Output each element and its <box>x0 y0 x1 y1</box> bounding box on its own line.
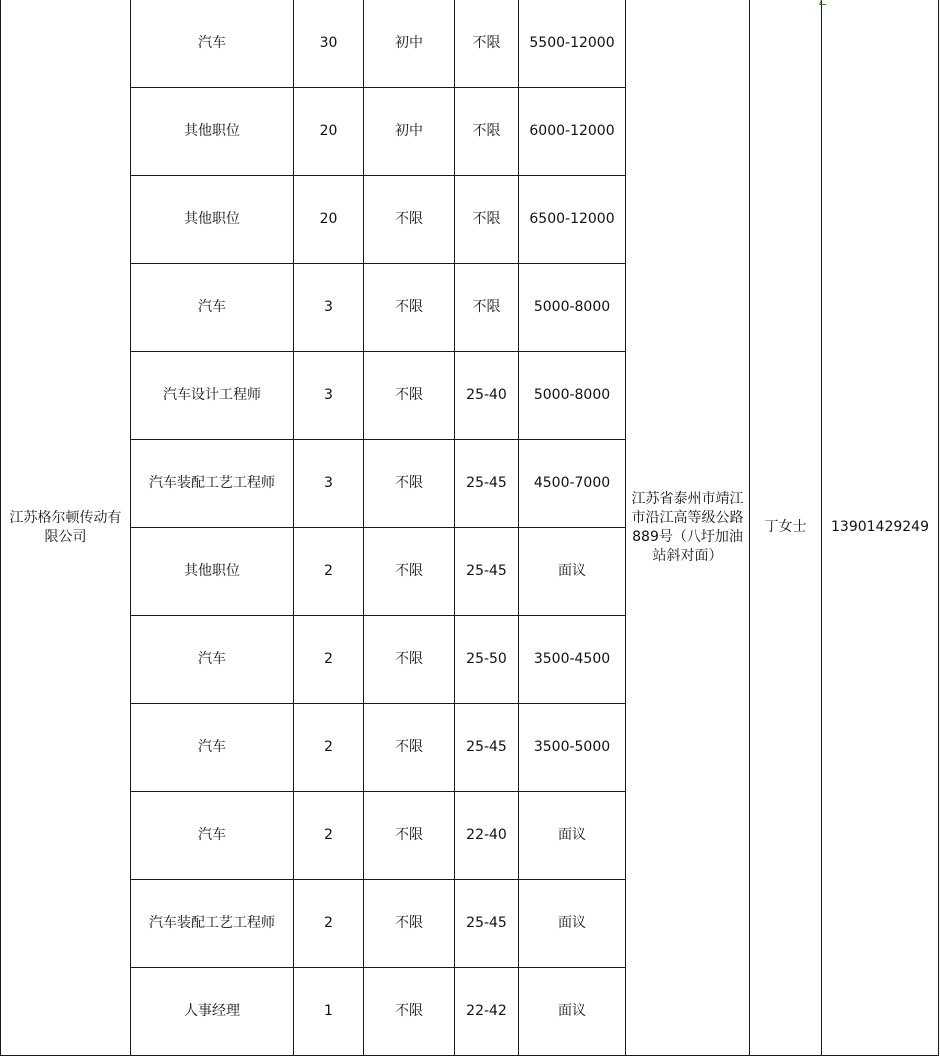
position-cell: 其他职位 <box>131 88 294 176</box>
age-range-cell: 25-45 <box>455 528 519 616</box>
salary-cell: 5000-8000 <box>519 352 626 440</box>
education-cell: 不限 <box>364 792 455 880</box>
salary-cell: 6000-12000 <box>519 88 626 176</box>
position-cell: 汽车 <box>131 792 294 880</box>
salary-cell: 面议 <box>519 528 626 616</box>
headcount-cell: 30 <box>294 0 364 88</box>
education-cell: 不限 <box>364 704 455 792</box>
position-cell: 汽车 <box>131 704 294 792</box>
position-cell: 汽车 <box>131 0 294 88</box>
salary-cell: 面议 <box>519 792 626 880</box>
headcount-cell: 3 <box>294 440 364 528</box>
position-cell: 人事经理 <box>131 968 294 1056</box>
age-range-cell: 不限 <box>455 0 519 88</box>
address-cell: 江苏省泰州市靖江市沿江高等级公路889号（八圩加油站斜对面） <box>626 0 750 1056</box>
salary-cell: 5500-12000 <box>519 0 626 88</box>
position-cell: 其他职位 <box>131 528 294 616</box>
education-cell: 不限 <box>364 440 455 528</box>
headcount-cell: 3 <box>294 352 364 440</box>
headcount-cell: 3 <box>294 264 364 352</box>
age-range-cell: 22-40 <box>455 792 519 880</box>
age-range-cell: 25-50 <box>455 616 519 704</box>
table-row <box>1 0 939 88</box>
education-cell: 初中 <box>364 88 455 176</box>
job-table-body <box>1 0 939 1056</box>
age-range-cell: 25-45 <box>455 704 519 792</box>
contact-person-cell: 丁女士 <box>750 0 822 1056</box>
education-cell: 不限 <box>364 880 455 968</box>
position-cell: 汽车设计工程师 <box>131 352 294 440</box>
education-cell: 不限 <box>364 176 455 264</box>
salary-cell: 3500-4500 <box>519 616 626 704</box>
headcount-cell: 2 <box>294 616 364 704</box>
headcount-cell: 2 <box>294 792 364 880</box>
age-range-cell: 不限 <box>455 264 519 352</box>
salary-cell: 面议 <box>519 880 626 968</box>
headcount-cell: 2 <box>294 528 364 616</box>
age-range-cell: 25-45 <box>455 440 519 528</box>
age-range-cell: 25-40 <box>455 352 519 440</box>
salary-cell: 面议 <box>519 968 626 1056</box>
headcount-cell: 20 <box>294 88 364 176</box>
education-cell: 不限 <box>364 616 455 704</box>
salary-cell: 5000-8000 <box>519 264 626 352</box>
salary-cell: 4500-7000 <box>519 440 626 528</box>
company-name-cell: 江苏格尔顿传动有限公司 <box>1 0 131 1056</box>
phone-number-cell: 13901429249 <box>822 0 939 1056</box>
education-cell: 初中 <box>364 0 455 88</box>
education-cell: 不限 <box>364 352 455 440</box>
headcount-cell: 1 <box>294 968 364 1056</box>
position-cell: 汽车 <box>131 616 294 704</box>
position-cell: 汽车 <box>131 264 294 352</box>
age-range-cell: 不限 <box>455 176 519 264</box>
age-range-cell: 不限 <box>455 88 519 176</box>
position-cell: 汽车装配工艺工程师 <box>131 880 294 968</box>
position-cell: 汽车装配工艺工程师 <box>131 440 294 528</box>
headcount-cell: 2 <box>294 704 364 792</box>
headcount-cell: 2 <box>294 880 364 968</box>
headcount-cell: 20 <box>294 176 364 264</box>
education-cell: 不限 <box>364 264 455 352</box>
position-cell: 其他职位 <box>131 176 294 264</box>
salary-cell: 3500-5000 <box>519 704 626 792</box>
age-range-cell: 25-45 <box>455 880 519 968</box>
salary-cell: 6500-12000 <box>519 176 626 264</box>
education-cell: 不限 <box>364 968 455 1056</box>
age-range-cell: 22-42 <box>455 968 519 1056</box>
education-cell: 不限 <box>364 528 455 616</box>
